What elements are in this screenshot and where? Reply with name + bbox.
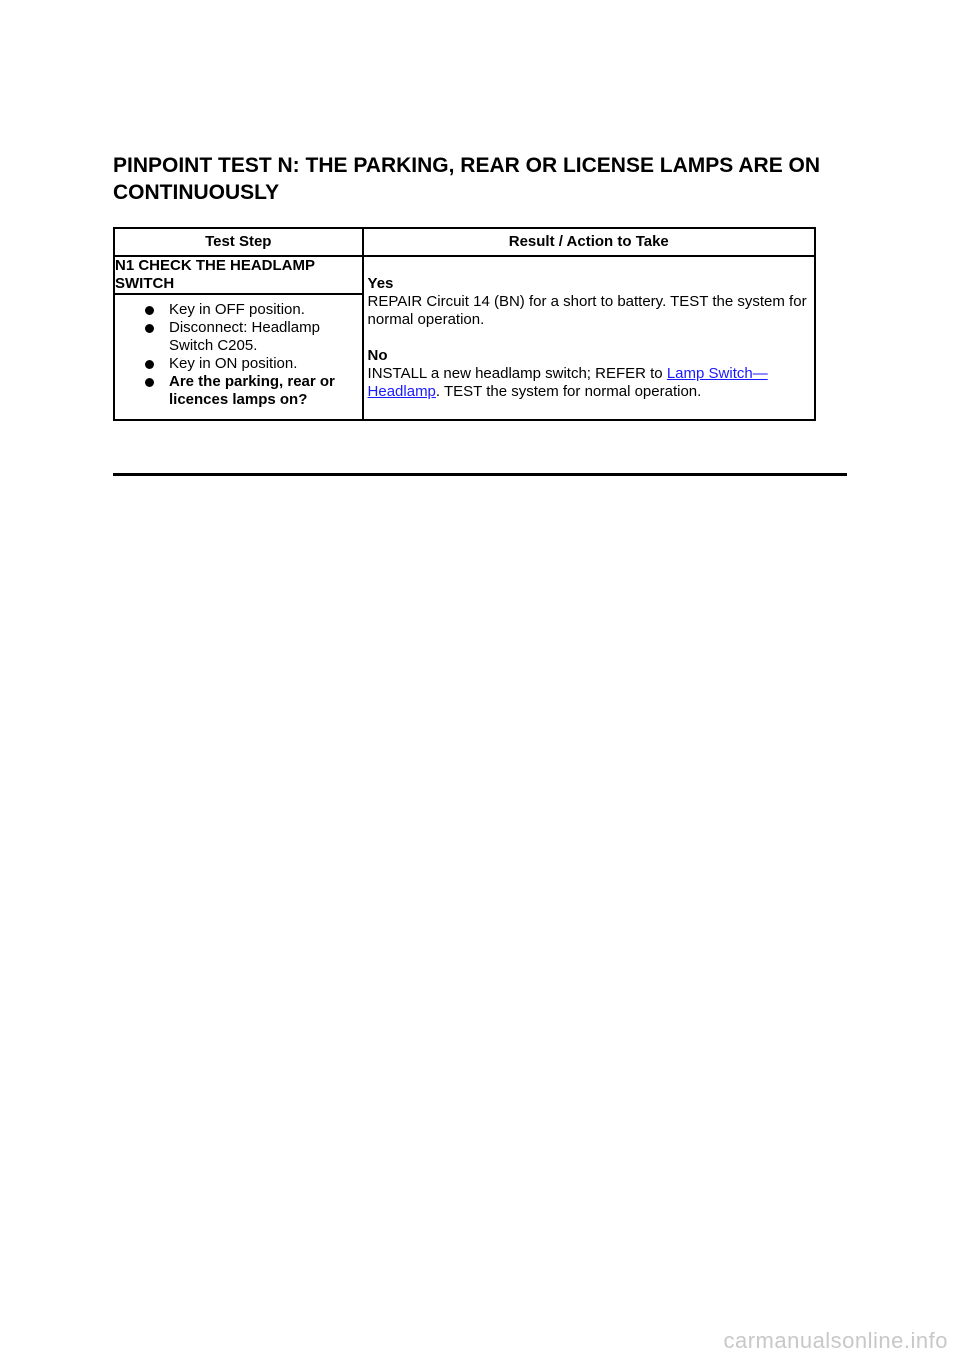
spacer — [368, 329, 810, 347]
step-text: Key in ON position. — [169, 355, 298, 372]
bullet-icon — [145, 360, 154, 369]
column-header-result: Result / Action to Take — [363, 228, 815, 256]
watermark: carmanualsonline.info — [723, 1328, 948, 1353]
table-header-row — [114, 228, 815, 256]
column-header-test-step: Test Step — [114, 228, 363, 256]
lamp-switch-headlamp-link[interactable]: Lamp Switch—Headlamp — [367, 365, 768, 400]
step-list-cell — [114, 294, 363, 420]
bullet-icon — [145, 306, 154, 315]
table-row — [114, 256, 815, 294]
bottom-divider — [113, 473, 847, 476]
result-no-text — [368, 365, 810, 401]
pinpoint-test-table — [113, 227, 816, 421]
list-item — [119, 355, 358, 373]
list-item — [119, 319, 358, 355]
step-heading: N1 CHECK THE HEADLAMP SWITCH — [114, 256, 363, 294]
step-text: Key in OFF position. — [169, 301, 305, 318]
step-question-text: Are the parking, rear or licences lamps on? — [169, 373, 335, 408]
result-yes-label: Yes — [367, 275, 394, 292]
page-title: PINPOINT TEST N: THE PARKING, REAR OR LICENSE LAMPS ARE ON CONTINUOUSLY — [113, 154, 821, 204]
result-yes-text: REPAIR Circuit 14 (BN) for a short to battery. TEST the system for normal operation. — [367, 293, 807, 328]
list-item — [119, 301, 358, 319]
step-list — [115, 295, 362, 419]
result-no-text-after: . TEST the system for normal operation. — [435, 383, 702, 400]
bullet-icon — [145, 378, 154, 387]
result-no-label: No — [367, 347, 388, 364]
result-cell — [363, 256, 815, 420]
bullet-icon — [145, 324, 154, 333]
step-text: Disconnect: Headlamp Switch C205. — [169, 319, 320, 354]
result-no-text-before: INSTALL a new headlamp switch; REFER to — [367, 365, 663, 382]
list-item-question — [119, 373, 358, 409]
